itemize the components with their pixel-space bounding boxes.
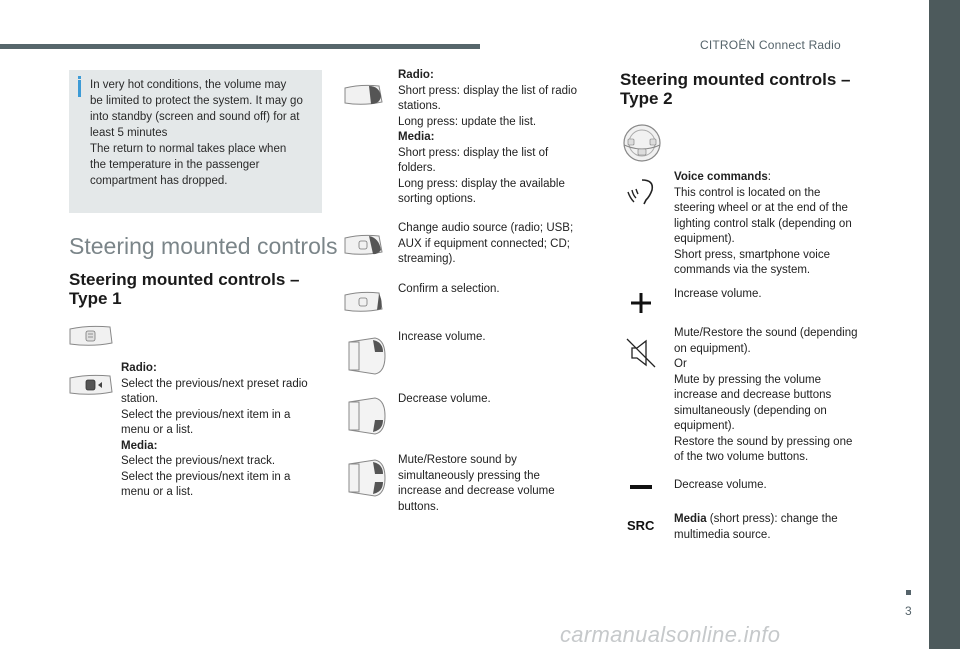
voice-command-icon	[624, 178, 658, 206]
info-icon-dot	[78, 76, 81, 79]
page-marker	[906, 590, 911, 595]
section-title: Steering mounted controls	[69, 233, 338, 259]
header-rule	[0, 44, 480, 49]
stalk-source-button-icon	[343, 232, 385, 258]
radio-media-list-desc: Radio: Short press: display the list of radio stations. Long press: update the list. Media: Short press: display the list of folders. Long press: display the available sorting options.	[398, 69, 577, 205]
stalk-confirm-button-icon	[343, 289, 385, 315]
volume-up-stalk-icon	[345, 336, 387, 376]
type2-mute-desc: Mute/Restore the sound (depending on equipment). Or Mute by pressing the volume increase and decrease buttons simultaneously (depending on equipment). Restore the sound by pressing one of the two volume buttons.	[674, 327, 858, 463]
info-icon	[78, 80, 81, 97]
volume-down-stalk-icon	[345, 396, 387, 436]
type2-media-desc: Media (short press): change the multimedia source.	[674, 513, 838, 541]
type2-decrease-desc: Decrease volume.	[674, 479, 767, 491]
page-edge-bar	[929, 0, 960, 649]
mute-restore-desc: Mute/Restore sound by simultaneously pressing the increase and decrease volume buttons.	[398, 454, 555, 513]
steering-stalk-icon	[68, 323, 114, 349]
mute-speaker-icon	[624, 336, 658, 370]
watermark: carmanualsonline.info	[560, 622, 781, 647]
header-title: CITROËN Connect Radio	[700, 38, 841, 52]
plus-icon	[630, 292, 652, 314]
stalk-list-button-icon	[343, 82, 385, 108]
voice-commands-desc: Voice commands: This control is located on the steering wheel or at the end of the lighting control stalk (depending on equipment). Short press, smartphone voice commands via the system.	[674, 171, 852, 276]
stalk-preset-control-icon	[68, 372, 114, 398]
mute-stalk-icon	[345, 458, 387, 498]
increase-volume-desc: Increase volume.	[398, 331, 486, 343]
change-source-desc: Change audio source (radio; USB; AUX if equipment connected; CD; streaming).	[398, 222, 574, 265]
decrease-volume-desc: Decrease volume.	[398, 393, 491, 405]
src-icon: SRC	[627, 518, 655, 533]
confirm-selection-desc: Confirm a selection.	[398, 283, 500, 295]
type1-title: Steering mounted controls – Type 1	[69, 270, 300, 308]
info-text: In very hot conditions, the volume may be limited to protect the system. It may go into standby (screen and sound off) for at least 5 minutes The return to normal takes place when the temperature in the passenger compartment has dropped.	[90, 79, 303, 187]
type1-radio-media-desc: Radio: Select the previous/next preset radio station. Select the previous/next item in a menu or a list. Media: Select the previous/next track. Select the previous/next item in a menu or a list.	[121, 362, 308, 498]
type2-increase-desc: Increase volume.	[674, 288, 762, 300]
page-number: 3	[905, 604, 912, 618]
type2-title: Steering mounted controls – Type 2	[620, 70, 851, 108]
steering-wheel-icon	[620, 123, 664, 163]
minus-icon	[630, 485, 652, 491]
